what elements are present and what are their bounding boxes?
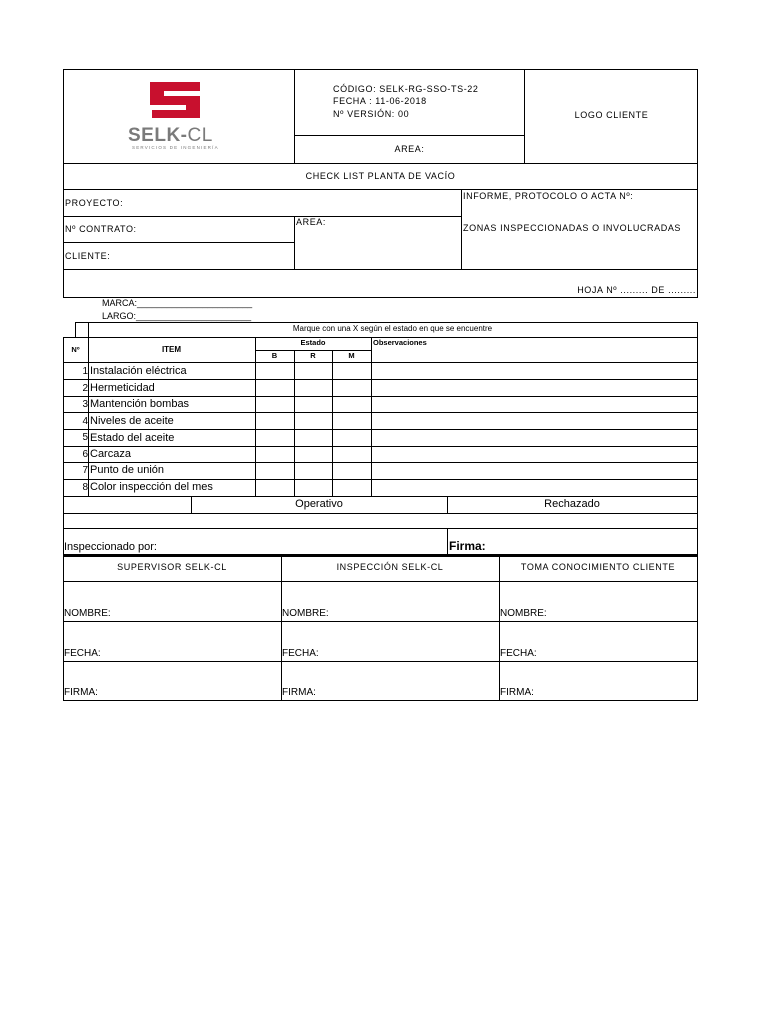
- contrato-label: Nº CONTRATO:: [65, 224, 137, 234]
- signature-table: [63, 554, 698, 701]
- rechazado-label: Rechazado: [544, 498, 600, 510]
- row-num: 5: [82, 432, 88, 443]
- area-label: AREA:: [296, 217, 327, 227]
- col-b-header: B: [271, 351, 278, 360]
- fecha-text: FECHA : 11-06-2018: [333, 96, 427, 106]
- company-logo: [120, 76, 240, 156]
- proyecto-label: PROYECTO:: [65, 198, 124, 208]
- col-num-header: Nº: [71, 345, 80, 354]
- col-item-header: ITEM: [161, 345, 182, 354]
- row-item: Punto de unión: [90, 464, 165, 476]
- firma-sig-label: FIRMA:: [64, 687, 98, 698]
- logo-text: SELK-CL: [128, 125, 213, 146]
- sig-col-cliente: TOMA CONOCIMIENTO CLIENTE: [520, 562, 676, 572]
- informe-label: INFORME, PROTOCOLO O ACTA Nº:: [463, 191, 634, 201]
- version-text: Nº VERSIÓN: 00: [333, 109, 410, 119]
- table-instruction: Marque con una X según el estado en que se encuentre: [292, 324, 493, 333]
- sig-col-inspeccion: INSPECCIÓN SELK-CL: [336, 562, 444, 572]
- logo-cliente-text: LOGO CLIENTE: [574, 110, 649, 120]
- row-item: Estado del aceite: [90, 432, 175, 444]
- row-num: 7: [82, 465, 88, 476]
- row-num: 2: [82, 383, 88, 394]
- operativo-label: Operativo: [295, 498, 343, 510]
- row-item: Instalación eléctrica: [90, 365, 187, 377]
- col-obs-header: Observaciones: [373, 338, 427, 347]
- col-r-header: R: [310, 351, 316, 360]
- row-item: Carcaza: [90, 448, 131, 460]
- row-num: 8: [82, 482, 88, 493]
- nombre-label: NOMBRE:: [282, 608, 329, 619]
- fecha-label: FECHA:: [500, 648, 537, 659]
- col-estado-header: Estado: [300, 338, 326, 347]
- codigo-text: CÓDIGO: SELK-RG-SSO-TS-22: [333, 84, 479, 94]
- firma-sig-label: FIRMA:: [282, 687, 316, 698]
- row-item: Color inspección del mes: [90, 481, 213, 493]
- page-title: CHECK LIST PLANTA DE VACÍO: [305, 171, 456, 181]
- col-m-header: M: [348, 351, 355, 360]
- hoja-label: HOJA Nº ......... DE .........: [577, 285, 696, 295]
- fecha-label: FECHA:: [282, 648, 319, 659]
- sig-col-supervisor: SUPERVISOR SELK-CL: [117, 562, 227, 572]
- row-num: 1: [82, 366, 88, 377]
- marca-field: MARCA:_______________________: [102, 298, 253, 308]
- row-num: 4: [82, 416, 88, 427]
- zonas-label: ZONAS INSPECCIONADAS O INVOLUCRADAS: [463, 223, 682, 233]
- row-item: Mantención bombas: [90, 398, 190, 410]
- row-item: Hermeticidad: [90, 382, 155, 394]
- header-area-label: AREA:: [394, 144, 425, 154]
- nombre-label: NOMBRE:: [500, 608, 547, 619]
- firma-label: Firma:: [449, 539, 486, 553]
- inspeccionado-label: Inspeccionado por:: [64, 541, 157, 553]
- cliente-label: CLIENTE:: [65, 251, 111, 261]
- logo-subtitle: SERVICIOS DE INGENIERÍA: [132, 145, 219, 150]
- row-num: 3: [82, 399, 88, 410]
- firma-sig-label: FIRMA:: [500, 687, 534, 698]
- row-num: 6: [82, 449, 88, 460]
- nombre-label: NOMBRE:: [64, 608, 111, 619]
- fecha-label: FECHA:: [64, 648, 101, 659]
- largo-field: LARGO:_______________________: [102, 311, 252, 321]
- row-item: Niveles de aceite: [90, 415, 174, 427]
